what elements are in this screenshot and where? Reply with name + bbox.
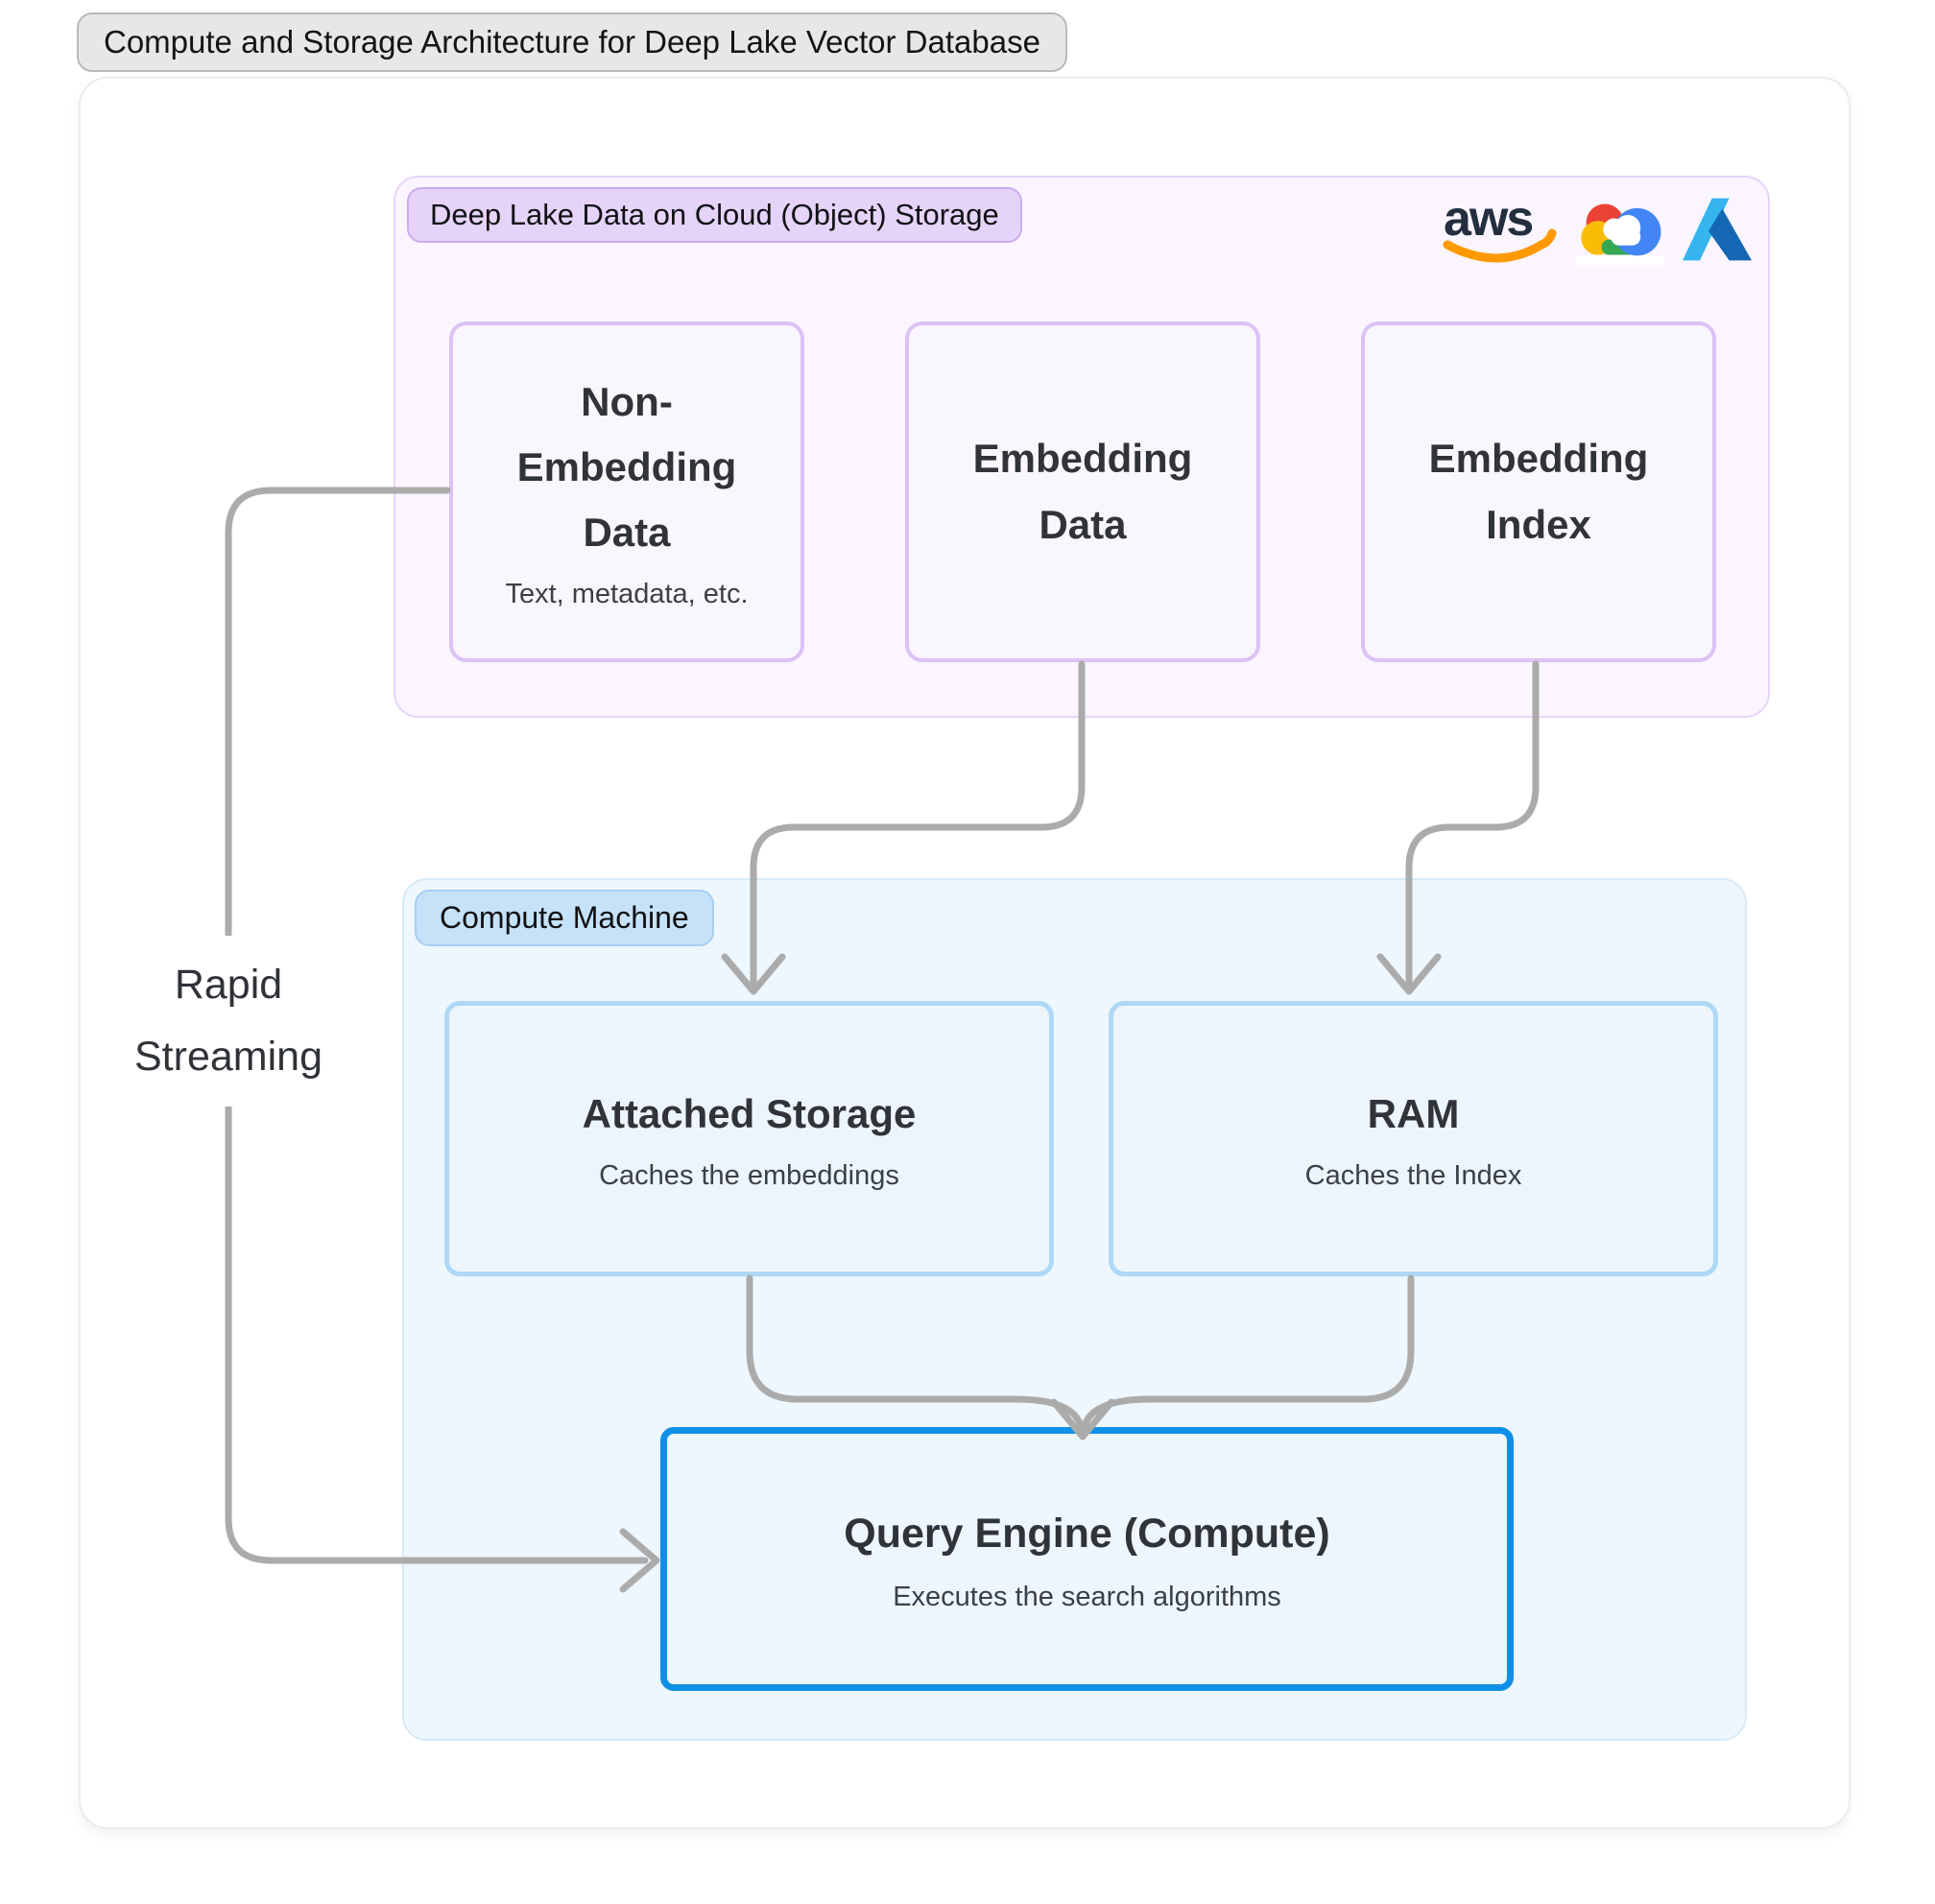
aws-logo bbox=[1442, 189, 1559, 270]
node-subtitle: Executes the search algorithms bbox=[893, 1582, 1281, 1613]
svg-text:aws: aws bbox=[1444, 191, 1533, 247]
compute-section-label: Compute Machine bbox=[415, 890, 714, 946]
node-query-engine bbox=[660, 1427, 1514, 1691]
node-attached-storage bbox=[444, 1001, 1054, 1276]
page-title: Compute and Storage Architecture for Deep Lake Vector Database bbox=[77, 12, 1067, 72]
storage-section bbox=[394, 176, 1770, 718]
node-title: RAM bbox=[1367, 1091, 1460, 1137]
node-non-embedding-data bbox=[449, 321, 804, 662]
storage-section-label: Deep Lake Data on Cloud (Object) Storage bbox=[407, 187, 1022, 243]
node-subtitle: Text, metadata, etc. bbox=[505, 579, 749, 610]
node-embedding-data bbox=[905, 321, 1260, 662]
node-title: Embedding Index bbox=[1428, 436, 1649, 547]
azure-logo bbox=[1682, 195, 1753, 264]
google-cloud-logo bbox=[1576, 193, 1664, 266]
node-title: Attached Storage bbox=[582, 1091, 917, 1137]
cloud-provider-logos bbox=[1442, 189, 1753, 270]
node-title: Non-Embedding Data bbox=[516, 379, 737, 556]
node-title: Embedding Data bbox=[972, 436, 1193, 547]
compute-section bbox=[402, 878, 1747, 1741]
node-embedding-index bbox=[1361, 321, 1716, 662]
node-subtitle: Caches the Index bbox=[1304, 1160, 1522, 1192]
node-subtitle: Caches the embeddings bbox=[599, 1160, 899, 1192]
rapid-streaming-label: Rapid Streaming bbox=[94, 936, 363, 1107]
node-title: Query Engine (Compute) bbox=[844, 1511, 1330, 1558]
node-ram bbox=[1109, 1001, 1718, 1276]
